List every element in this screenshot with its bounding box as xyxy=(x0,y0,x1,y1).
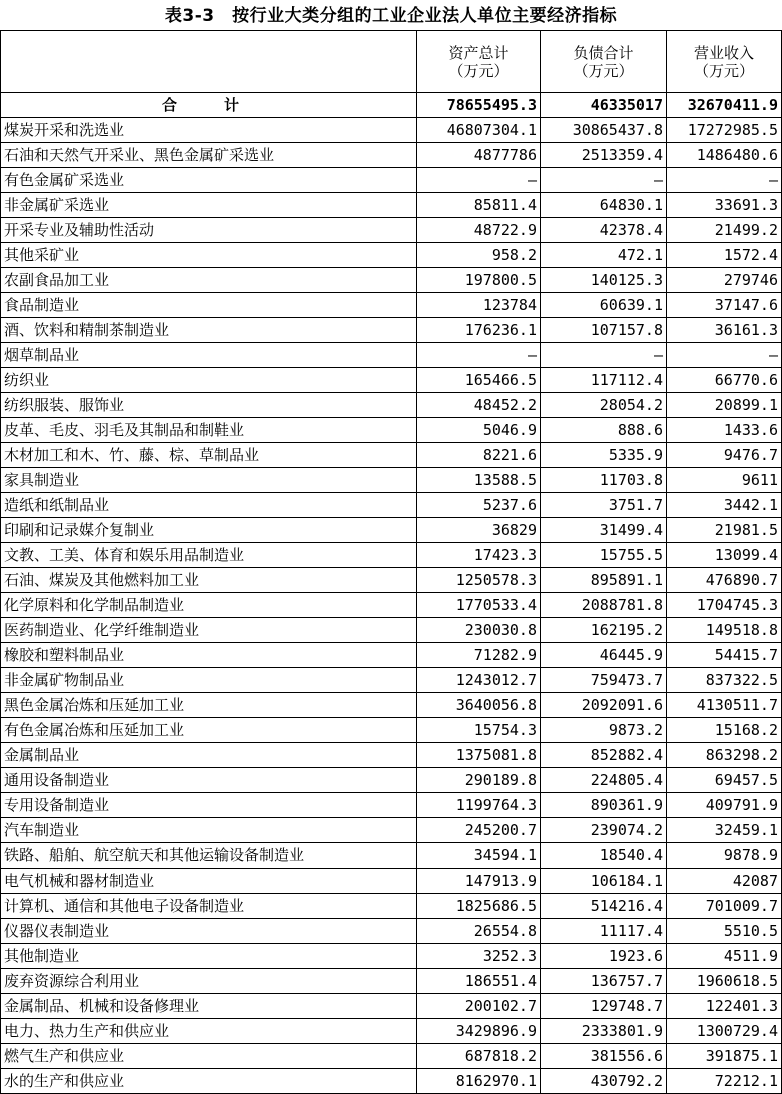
revenue-value: 837322.5 xyxy=(667,668,782,693)
assets-value: 245200.7 xyxy=(417,818,541,843)
table-row xyxy=(1,518,782,543)
total-liabilities: 46335017 xyxy=(541,93,667,118)
liabilities-value: 60639.1 xyxy=(541,293,667,318)
liabilities-value: — xyxy=(541,343,667,368)
assets-value: 687818.2 xyxy=(417,1043,541,1068)
table-row xyxy=(1,293,782,318)
industry-name: 非金属矿物制品业 xyxy=(1,668,417,693)
assets-value: 147913.9 xyxy=(417,868,541,893)
table-row xyxy=(1,1018,782,1043)
industry-name: 酒、饮料和精制茶制造业 xyxy=(1,318,417,343)
assets-value: 5046.9 xyxy=(417,418,541,443)
assets-value: 8162970.1 xyxy=(417,1068,541,1093)
assets-value: — xyxy=(417,343,541,368)
assets-value: 1199764.3 xyxy=(417,793,541,818)
revenue-value: 9878.9 xyxy=(667,843,782,868)
table-row xyxy=(1,543,782,568)
industry-name: 医药制造业、化学纤维制造业 xyxy=(1,618,417,643)
table-header-row xyxy=(1,31,782,93)
table-row xyxy=(1,743,782,768)
header-blank-cell xyxy=(1,31,417,93)
table-row xyxy=(1,393,782,418)
economic-indicators-table xyxy=(0,30,782,1094)
table-row xyxy=(1,268,782,293)
table-row xyxy=(1,143,782,168)
liabilities-value: 895891.1 xyxy=(541,568,667,593)
table-row xyxy=(1,443,782,468)
assets-value: 1825686.5 xyxy=(417,893,541,918)
header-liabilities-label: 负债合计 xyxy=(573,43,634,62)
liabilities-value: 759473.7 xyxy=(541,668,667,693)
revenue-value: 5510.5 xyxy=(667,918,782,943)
assets-value: 1770533.4 xyxy=(417,593,541,618)
industry-name: 其他采矿业 xyxy=(1,243,417,268)
table-row xyxy=(1,193,782,218)
industry-name: 计算机、通信和其他电子设备制造业 xyxy=(1,893,417,918)
industry-name: 专用设备制造业 xyxy=(1,793,417,818)
industry-name: 仪器仪表制造业 xyxy=(1,918,417,943)
liabilities-value: 28054.2 xyxy=(541,393,667,418)
revenue-value: 701009.7 xyxy=(667,893,782,918)
liabilities-value: 18540.4 xyxy=(541,843,667,868)
table-row xyxy=(1,168,782,193)
assets-value: 958.2 xyxy=(417,243,541,268)
industry-name: 通用设备制造业 xyxy=(1,768,417,793)
revenue-value: 1486480.6 xyxy=(667,143,782,168)
industry-name: 石油和天然气开采业、黑色金属矿采选业 xyxy=(1,143,417,168)
assets-value: 165466.5 xyxy=(417,368,541,393)
industry-name: 皮革、毛皮、羽毛及其制品和制鞋业 xyxy=(1,418,417,443)
revenue-value: 36161.3 xyxy=(667,318,782,343)
table-row xyxy=(1,793,782,818)
table-row xyxy=(1,593,782,618)
revenue-value: 1704745.3 xyxy=(667,593,782,618)
assets-value: 176236.1 xyxy=(417,318,541,343)
revenue-value: 391875.1 xyxy=(667,1043,782,1068)
liabilities-value: 106184.1 xyxy=(541,868,667,893)
header-revenue-unit: （万元） xyxy=(693,61,754,80)
assets-value: 36829 xyxy=(417,518,541,543)
industry-name: 黑色金属冶炼和压延加工业 xyxy=(1,693,417,718)
liabilities-value: 11703.8 xyxy=(541,468,667,493)
liabilities-value: 1923.6 xyxy=(541,943,667,968)
liabilities-value: 30865437.8 xyxy=(541,118,667,143)
header-revenue-label: 营业收入 xyxy=(693,43,754,62)
revenue-value: 21499.2 xyxy=(667,218,782,243)
industry-name: 化学原料和化学制品制造业 xyxy=(1,593,417,618)
assets-value: 290189.8 xyxy=(417,768,541,793)
revenue-value: 409791.9 xyxy=(667,793,782,818)
liabilities-value: 42378.4 xyxy=(541,218,667,243)
table-row xyxy=(1,318,782,343)
revenue-value: 149518.8 xyxy=(667,618,782,643)
industry-name: 农副食品加工业 xyxy=(1,268,417,293)
industry-name: 金属制品、机械和设备修理业 xyxy=(1,993,417,1018)
liabilities-value: 129748.7 xyxy=(541,993,667,1018)
revenue-value: 9611 xyxy=(667,468,782,493)
revenue-value: 21981.5 xyxy=(667,518,782,543)
liabilities-value: 9873.2 xyxy=(541,718,667,743)
revenue-value: 279746 xyxy=(667,268,782,293)
assets-value: 186551.4 xyxy=(417,968,541,993)
table-row xyxy=(1,243,782,268)
assets-value: 17423.3 xyxy=(417,543,541,568)
liabilities-value: 2092091.6 xyxy=(541,693,667,718)
table-row xyxy=(1,968,782,993)
revenue-value: 15168.2 xyxy=(667,718,782,743)
assets-value: 1375081.8 xyxy=(417,743,541,768)
table-row xyxy=(1,618,782,643)
industry-name: 开采专业及辅助性活动 xyxy=(1,218,417,243)
liabilities-value: 31499.4 xyxy=(541,518,667,543)
table-row xyxy=(1,668,782,693)
liabilities-value: 140125.3 xyxy=(541,268,667,293)
liabilities-value: 239074.2 xyxy=(541,818,667,843)
industry-name: 文教、工美、体育和娱乐用品制造业 xyxy=(1,543,417,568)
assets-value: 34594.1 xyxy=(417,843,541,868)
table-row xyxy=(1,843,782,868)
assets-value: 197800.5 xyxy=(417,268,541,293)
revenue-value: 476890.7 xyxy=(667,568,782,593)
revenue-value: 1572.4 xyxy=(667,243,782,268)
industry-name: 家具制造业 xyxy=(1,468,417,493)
liabilities-value: 162195.2 xyxy=(541,618,667,643)
table-row xyxy=(1,918,782,943)
industry-name: 纺织业 xyxy=(1,368,417,393)
table-row xyxy=(1,218,782,243)
revenue-value: 13099.4 xyxy=(667,543,782,568)
liabilities-value: 852882.4 xyxy=(541,743,667,768)
industry-name: 木材加工和木、竹、藤、棕、草制品业 xyxy=(1,443,417,468)
industry-name: 废弃资源综合利用业 xyxy=(1,968,417,993)
table-row xyxy=(1,643,782,668)
assets-value: 26554.8 xyxy=(417,918,541,943)
liabilities-value: 381556.6 xyxy=(541,1043,667,1068)
total-label: 合 计 xyxy=(1,93,417,118)
revenue-value: 37147.6 xyxy=(667,293,782,318)
liabilities-value: 2513359.4 xyxy=(541,143,667,168)
assets-value: 123784 xyxy=(417,293,541,318)
table-row xyxy=(1,568,782,593)
liabilities-value: 3751.7 xyxy=(541,493,667,518)
revenue-value: — xyxy=(667,343,782,368)
table-row xyxy=(1,993,782,1018)
revenue-value: 1300729.4 xyxy=(667,1018,782,1043)
assets-value: — xyxy=(417,168,541,193)
assets-value: 48452.2 xyxy=(417,393,541,418)
revenue-value: 42087 xyxy=(667,868,782,893)
header-assets xyxy=(417,31,541,93)
liabilities-value: 117112.4 xyxy=(541,368,667,393)
table-row xyxy=(1,368,782,393)
assets-value: 3640056.8 xyxy=(417,693,541,718)
liabilities-value: 472.1 xyxy=(541,243,667,268)
revenue-value: — xyxy=(667,168,782,193)
header-liabilities-unit: （万元） xyxy=(573,61,634,80)
liabilities-value: — xyxy=(541,168,667,193)
assets-value: 4877786 xyxy=(417,143,541,168)
industry-name: 橡胶和塑料制品业 xyxy=(1,643,417,668)
revenue-value: 122401.3 xyxy=(667,993,782,1018)
liabilities-value: 224805.4 xyxy=(541,768,667,793)
revenue-value: 32459.1 xyxy=(667,818,782,843)
table-row xyxy=(1,868,782,893)
assets-value: 8221.6 xyxy=(417,443,541,468)
assets-value: 71282.9 xyxy=(417,643,541,668)
table-row xyxy=(1,118,782,143)
assets-value: 46807304.1 xyxy=(417,118,541,143)
table-row xyxy=(1,893,782,918)
industry-name: 其他制造业 xyxy=(1,943,417,968)
revenue-value: 33691.3 xyxy=(667,193,782,218)
liabilities-value: 15755.5 xyxy=(541,543,667,568)
revenue-value: 1960618.5 xyxy=(667,968,782,993)
assets-value: 230030.8 xyxy=(417,618,541,643)
liabilities-value: 5335.9 xyxy=(541,443,667,468)
industry-name: 水的生产和供应业 xyxy=(1,1068,417,1093)
revenue-value: 72212.1 xyxy=(667,1068,782,1093)
liabilities-value: 46445.9 xyxy=(541,643,667,668)
liabilities-value: 888.6 xyxy=(541,418,667,443)
revenue-value: 3442.1 xyxy=(667,493,782,518)
liabilities-value: 64830.1 xyxy=(541,193,667,218)
liabilities-value: 2333801.9 xyxy=(541,1018,667,1043)
assets-value: 3429896.9 xyxy=(417,1018,541,1043)
table-row xyxy=(1,1043,782,1068)
industry-name: 铁路、船舶、航空航天和其他运输设备制造业 xyxy=(1,843,417,868)
revenue-value: 54415.7 xyxy=(667,643,782,668)
industry-name: 非金属矿采选业 xyxy=(1,193,417,218)
revenue-value: 4130511.7 xyxy=(667,693,782,718)
industry-name: 电气机械和器材制造业 xyxy=(1,868,417,893)
table-row xyxy=(1,693,782,718)
revenue-value: 66770.6 xyxy=(667,368,782,393)
revenue-value: 863298.2 xyxy=(667,743,782,768)
assets-value: 1250578.3 xyxy=(417,568,541,593)
liabilities-value: 136757.7 xyxy=(541,968,667,993)
industry-name: 煤炭开采和洗选业 xyxy=(1,118,417,143)
industry-name: 金属制品业 xyxy=(1,743,417,768)
header-assets-unit: （万元） xyxy=(448,61,509,80)
revenue-value: 69457.5 xyxy=(667,768,782,793)
liabilities-value: 430792.2 xyxy=(541,1068,667,1093)
table-row xyxy=(1,768,782,793)
liabilities-value: 2088781.8 xyxy=(541,593,667,618)
table-title: 表3-3 按行业大类分组的工业企业法人单位主要经济指标 xyxy=(164,6,618,26)
liabilities-value: 514216.4 xyxy=(541,893,667,918)
industry-name: 有色金属冶炼和压延加工业 xyxy=(1,718,417,743)
industry-name: 电力、热力生产和供应业 xyxy=(1,1018,417,1043)
assets-value: 15754.3 xyxy=(417,718,541,743)
assets-value: 85811.4 xyxy=(417,193,541,218)
revenue-value: 20899.1 xyxy=(667,393,782,418)
industry-name: 汽车制造业 xyxy=(1,818,417,843)
table-row xyxy=(1,818,782,843)
assets-value: 200102.7 xyxy=(417,993,541,1018)
total-revenue: 32670411.9 xyxy=(667,93,782,118)
table-row xyxy=(1,718,782,743)
header-revenue xyxy=(667,31,782,93)
revenue-value: 1433.6 xyxy=(667,418,782,443)
revenue-value: 17272985.5 xyxy=(667,118,782,143)
industry-name: 食品制造业 xyxy=(1,293,417,318)
industry-name: 燃气生产和供应业 xyxy=(1,1043,417,1068)
industry-name: 石油、煤炭及其他燃料加工业 xyxy=(1,568,417,593)
assets-value: 48722.9 xyxy=(417,218,541,243)
table-row xyxy=(1,493,782,518)
assets-value: 3252.3 xyxy=(417,943,541,968)
liabilities-value: 890361.9 xyxy=(541,793,667,818)
revenue-value: 9476.7 xyxy=(667,443,782,468)
total-row xyxy=(1,93,782,118)
table-row xyxy=(1,1068,782,1093)
total-assets: 78655495.3 xyxy=(417,93,541,118)
table-row xyxy=(1,468,782,493)
industry-name: 印刷和记录媒介复制业 xyxy=(1,518,417,543)
table-row xyxy=(1,418,782,443)
assets-value: 13588.5 xyxy=(417,468,541,493)
table-row xyxy=(1,943,782,968)
liabilities-value: 107157.8 xyxy=(541,318,667,343)
revenue-value: 4511.9 xyxy=(667,943,782,968)
industry-name: 烟草制品业 xyxy=(1,343,417,368)
assets-value: 1243012.7 xyxy=(417,668,541,693)
header-assets-label: 资产总计 xyxy=(448,43,509,62)
header-liabilities xyxy=(541,31,667,93)
industry-name: 纺织服装、服饰业 xyxy=(1,393,417,418)
liabilities-value: 11117.4 xyxy=(541,918,667,943)
assets-value: 5237.6 xyxy=(417,493,541,518)
industry-name: 造纸和纸制品业 xyxy=(1,493,417,518)
table-row xyxy=(1,343,782,368)
industry-name: 有色金属矿采选业 xyxy=(1,168,417,193)
